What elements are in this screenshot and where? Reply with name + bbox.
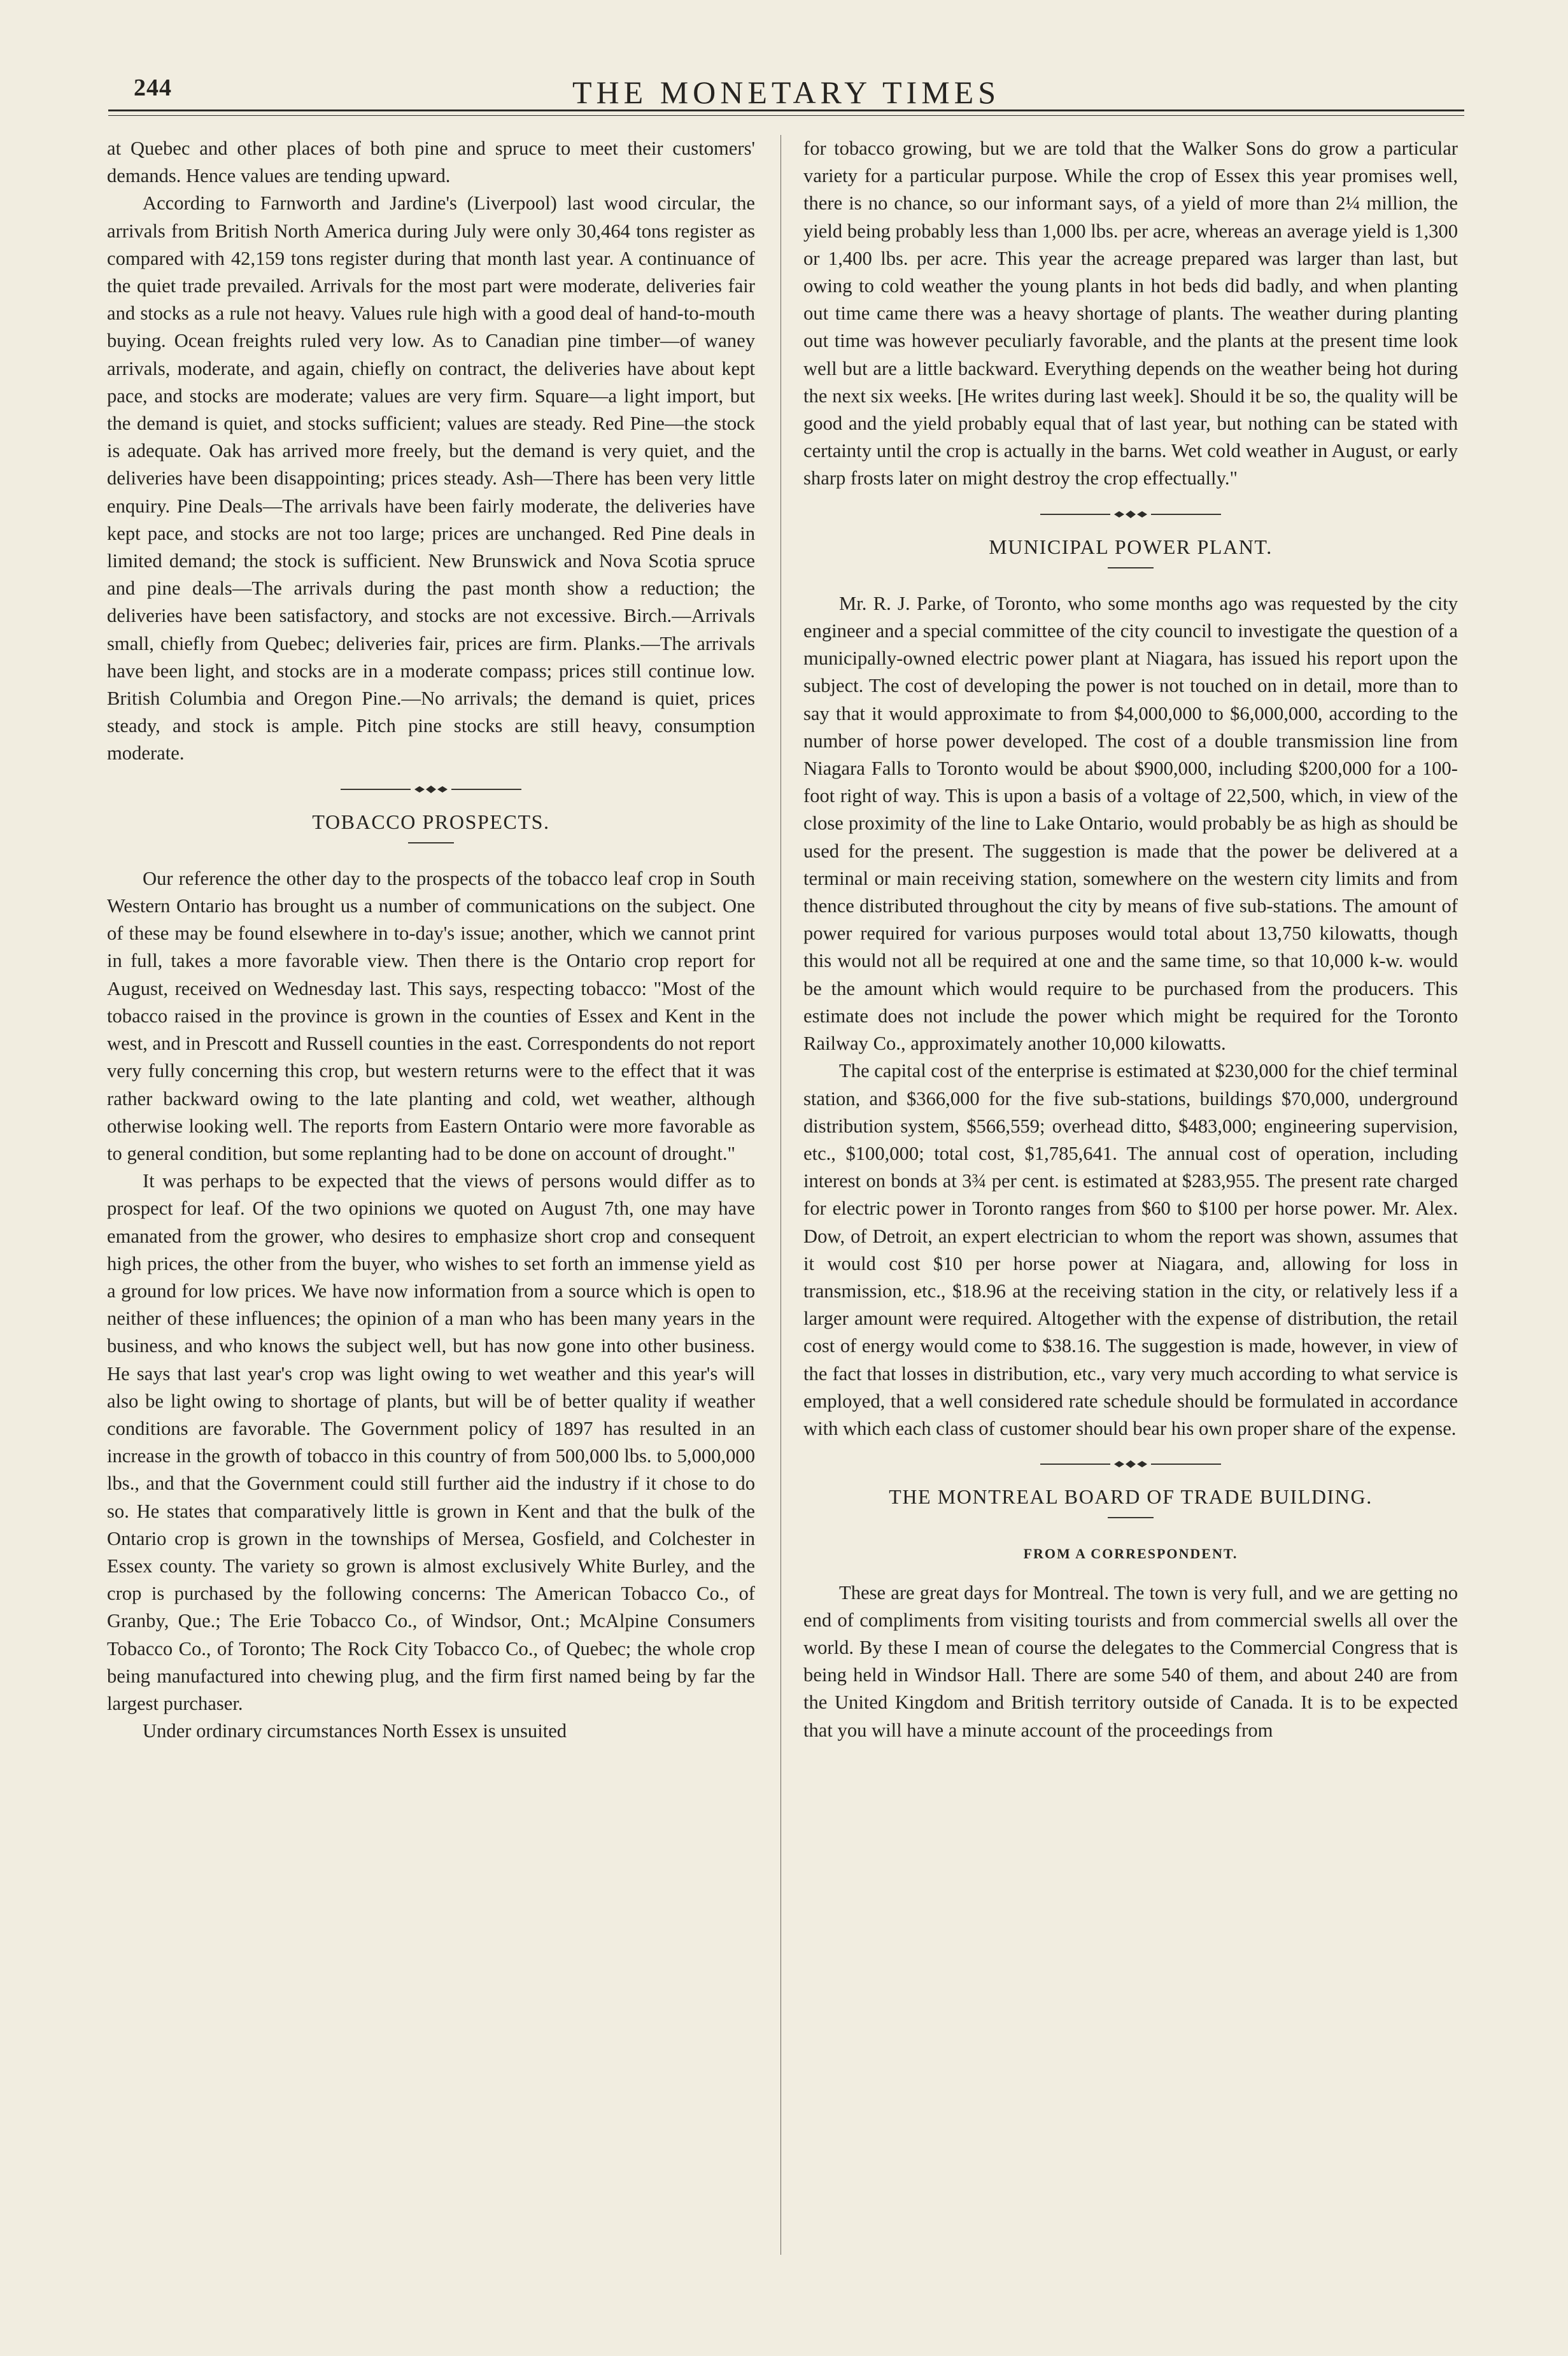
heading-rule [1108,567,1154,568]
power-paragraph-2: The capital cost of the enterprise is estimated at $230,000 for the chief terminal station, and $366,000 for the five sub-stations, buildings $70,000, underground distribution system, $566,559; overhead ditto, $483,000; engineering supervision, etc., $100,000; total cost, $1,785,641. The annual cost of operation, including interest on bonds at 3¾ per cent. is estimated at $283,955. The present rate charged for electric power in Toronto ranges from $60 to $100 per horse power. Mr. Alex. Dow, of Detroit, an expert electrician to whom the report was shown, assumes that it would cost $10 per horse power at Niagara, and, allowing for loss in transmission, etc., $18.96 at the receiving station in the city, or relatively less if a larger amount were required. Altogether with the expense of distribution, the retail cost of energy would come to $38.16. The suggestion is made, however, in view of the fact that losses in distribution, etc., vary very much according to what service is employed, that a well considered rate schedule should be formulated in accordance with which each class of customer should bear his own proper share of the expense. [803,1060,1458,1439]
power-paragraph-1: Mr. R. J. Parke, of Toronto, who some months ago was requested by the city engineer and a special committee of the city council to investigate the question of a municipally-owned electric power plant at Niagara, has issued his report upon the subject. The cost of developing the power is not touched on in detail, more than to say that it would approximate to from $4,000,000 to $6,000,000, according to the number of horse power developed. The cost of a double transmission line from Niagara Falls to Toronto would be about $900,000, including $200,000 for a 100-foot right of way. This is upon a basis of a voltage of 22,500, which, in view of the close proximity of the line to Lake Ontario, would probably be as high as should be used for the present. The suggestion is made that the power be delivered at a terminal or main receiving station, somewhere on the western city limits and from thence distributed throughout the city by means of five sub-stations. The amount of power required for various purposes would total about 13,750 kilowatts, though this would not all be required at one and the same time, so that 10,000 k-w. would be the amount which would require to be purchased from the producers. This estimate does not include the power which might be required for the Toronto Railway Co., approximately another 10,000 kilowatts. [803,592,1458,1055]
right-column [803,135,1458,1744]
tobacco-paragraph-1: Our reference the other day to the prospects of the tobacco leaf crop in South Western Ontario has brought us a number of communications on the subject. One of these may be found elsewhere in to-day's issue; another, which we cannot print in full, takes a more favorable view. Then there is the Ontario crop report for August, received on Wednesday last. This says, respecting tobacco: "Most of the tobacco raised in the province is grown in the counties of Essex and Kent in the west, and in Prescott and Russell counties in the east. Correspondents do not report very fully concerning this crop, but western returns were to the effect that it was rather backward owing to the late planting and cold, wet weather, although otherwise looking well. The reports from Eastern Ontario were more favorable as to general condition, but some replanting had to be done on account of drought." [107,867,755,1164]
header-rule-thin [108,115,1464,116]
column-divider [780,135,781,2255]
correspondent-subheading: FROM A CORRESPONDENT. [1023,1546,1238,1562]
ornament-rule [341,789,411,790]
left-column [107,135,755,1745]
ornament-rule [1151,514,1221,515]
tobacco-paragraph-3: Under ordinary circumstances North Essex is unsuited [143,1720,567,1742]
diamond-ornament-icon [1113,509,1148,519]
masthead-title: THE MONETARY TIMES [572,74,1000,110]
montreal-board-heading: THE MONTREAL BOARD OF TRADE BUILDING. [889,1485,1373,1509]
diamond-ornament-icon [1113,1459,1148,1469]
header-rule-thick [108,109,1464,111]
tobacco-prospects-heading: TOBACCO PROSPECTS. [312,810,550,833]
ornament-rule [1040,1464,1110,1465]
ornament-rule [1040,514,1110,515]
tobacco-paragraph-continued: for tobacco growing, but we are told that the Walker Sons do grow a particular variety for a particular purpose. While the crop of Essex this year promises well, there is no chance, so our informant says, of a yield of more than 2¼ million, the yield being probably less than 1,000 lbs. per acre, whereas an average yield is 1,300 or 1,400 lbs. per acre. This year the acreage prepared was larger than last, but owing to cold weather the young plants in hot beds did badly, and when planting out time came there was a heavy shortage of plants. The weather during planting out time was however peculiarly favorable, and the plants at the present time look well but are a little backward. Everything depends on the weather being hot during the next six weeks. [He writes during last week]. Should it be so, the quality will be good and the yield probably equal that of last year, but nothing can be stated with certainty until the crop is actually in the barns. Wet cold weather in August, or early sharp frosts later on might destroy the crop effectually." [803,138,1458,490]
municipal-power-heading: MUNICIPAL POWER PLANT. [989,535,1273,558]
page-header [108,69,1464,120]
section-ornament [803,509,1458,519]
timber-circular-paragraph: According to Farnworth and Jardine's (Liverpool) last wood circular, the arrivals from British North America during July were only 30,464 tons register as compared with 42,159 tons register during that month last year. A continuance of the quiet trade prevailed. Arrivals for the most part were moderate, deliveries fair and stocks as a rule not heavy. Values rule high with a good deal of hand-to-mouth buying. Ocean freights ruled very low. As to Canadian pine timber—of waney arrivals, moderate, and again, chiefly on contract, the deliveries have about kept pace, and stocks are moderate; values are very firm. Square—a light import, but the demand is quiet, and stocks sufficient; values are steady. Red Pine—the stock is adequate. Oak has arrived more freely, but the demand is very quiet, and the deliveries have been disappointing; prices steady. Ash—There has been very little enquiry. Pine Deals—The arrivals have been fairly moderate, the deliveries have kept pace, and stocks are not too large; prices are unchanged. Red Pine deals in limited demand; the stock is sufficient. New Brunswick and Nova Scotia spruce and pine deals—The arrivals during the past month show a reduction; the deliveries have been satisfactory, and stocks are not excessive. Birch.—Arrivals small, chiefly from Quebec; deliveries fair, prices are firm. Planks.—The arrivals have been light, and stocks are in a moderate compass; prices still continue low. British Columbia and Oregon Pine.—No arrivals; the demand is quiet, prices steady, and stock is ample. Pitch pine stocks are still heavy, consumption moderate. [107,192,755,765]
ornament-rule [1151,1464,1221,1465]
page-number: 244 [134,74,172,101]
timber-paragraph-continued: at Quebec and other places of both pine and spruce to meet their customers' demands. Hence values are tending upward. [107,138,755,187]
montreal-paragraph-1: These are great days for Montreal. The town is very full, and we are getting no end of compliments from visiting tourists and from commercial swells all over the world. By these I mean of course the delegates to the Commercial Congress that is being held in Windsor Hall. There are some 540 of them, and about 240 are from the United Kingdom and British territory outside of Canada. It is to be expected that you will have a minute account of the proceedings from [803,1581,1458,1741]
tobacco-paragraph-2: It was perhaps to be expected that the views of persons would differ as to prospect for leaf. Of the two opinions we quoted on August 7th, one may have emanated from the grower, who desires to emphasize short crop and consequent high prices, the other from the buyer, who wishes to set forth an immense yield as a ground for low prices. We have now information from a source which is open to neither of these influences; the opinion of a man who has been many years in the business, and who knows the subject well, but has now gone into other business. He says that last year's crop was light owing to wet weather and this year's will also be light owing to shortage of plants, but will be of better quality if weather conditions are favorable. The Government policy of 1897 has resulted in an increase in the growth of tobacco in this country of from 500,000 lbs. to 5,000,000 lbs., and that the Government could still further aid the industry if it chose to do so. He states that comparatively little is grown in Kent and that the bulk of the Ontario crop is grown in the townships of Mersea, Gosfield, and Colchester in Essex county. The variety so grown is almost exclusively White Burley, and the crop is purchased by the following concerns: The American Tobacco Co., of Granby, Que.; The Erie Tobacco Co., of Windsor, Ont.; McAlpine Consumers Tobacco Co., of Toronto; The Rock City Tobacco Co., of Quebec; the whole crop being manufactured into chewing plug, and the firm first named being by far the largest purchaser. [107,1170,755,1714]
heading-rule [1108,1517,1154,1518]
diamond-ornament-icon [413,784,449,794]
section-ornament [107,784,755,794]
ornament-rule [451,789,521,790]
section-ornament [803,1459,1458,1469]
heading-rule [408,842,454,843]
